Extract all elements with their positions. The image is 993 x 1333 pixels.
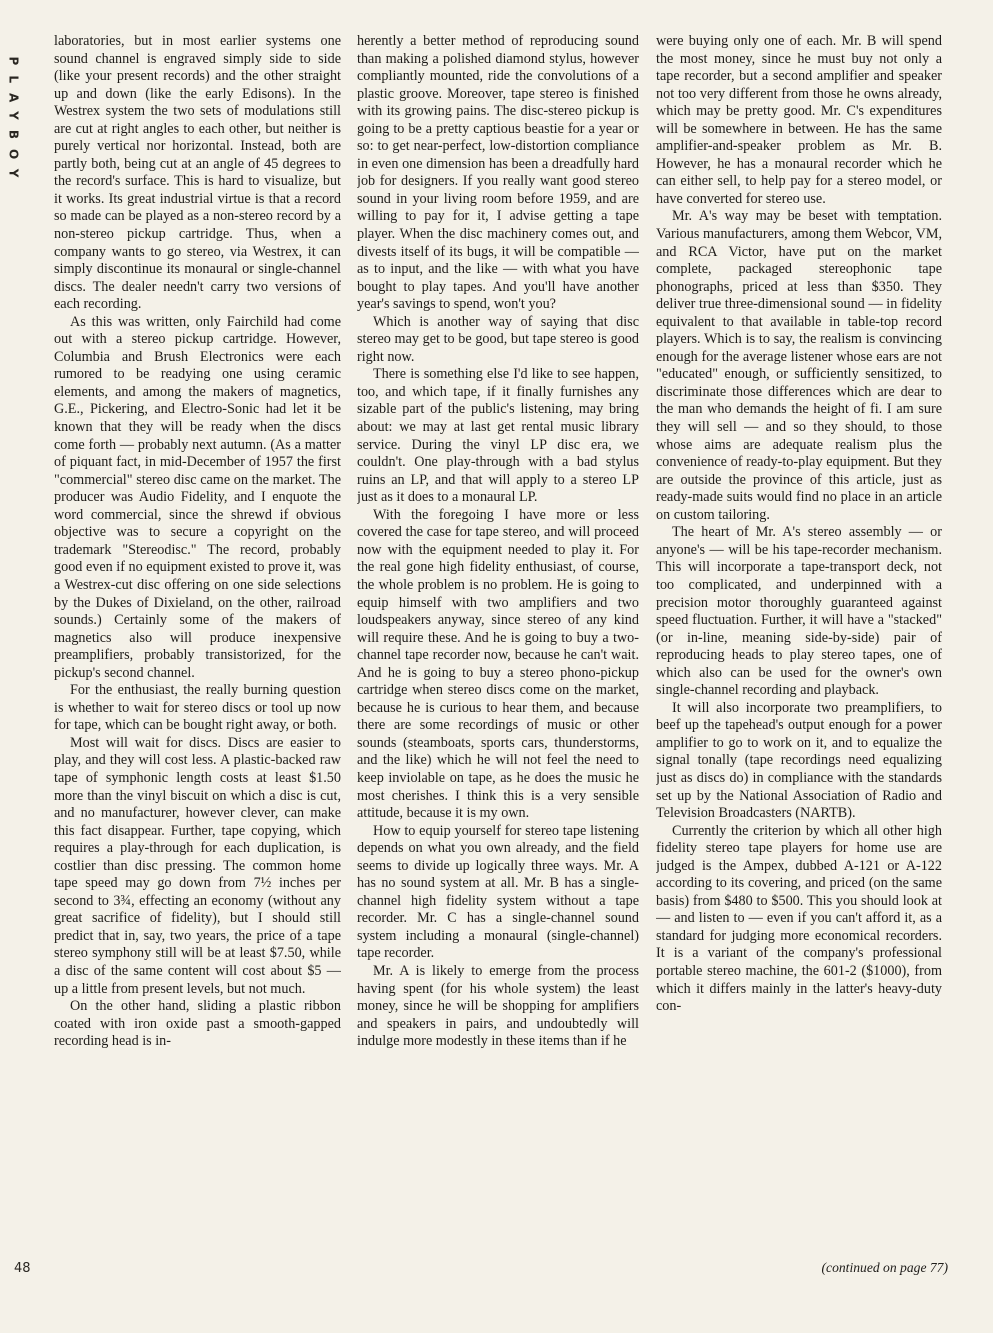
- paragraph: The heart of Mr. A's stereo assembly — or anyone's — will be his tape-recorder mechanism. This will incorporate a tape-transport deck, not too complicated, and underpinned with a precision motor thoroughly guaranteed against speed fluctuation. Further, it will have a "stacked" (or in-line, meaning side-by-side) pair of reproducing heads to play stereo tapes, one of which also can be used for the owner's own single-channel recording and playback.: [656, 524, 942, 699]
- paragraph: were buying only one of each. Mr. B will spend the most money, since he must buy not only a tape recorder, but a second amplifier and speaker not too very different from those he owns already, which may be pretty good. Mr. C's expenditures will be somewhere in between. He has the same amplifier-and-speaker problem as Mr. B. However, he has a monaural recorder which he can either sell, to help pay for a stereo model, or have converted for stereo use.: [656, 33, 942, 207]
- article-column-1: [54, 33, 341, 1288]
- paragraph: herently a better method of reproducing sound than making a polished diamond stylus, however compliantly mounted, ride the convolutions of a plastic groove. Moreover, tape stereo is finished with its growing pains. The disc-stereo pickup is going to be a pretty captious beastie for a year or so: to get near-perfect, low-distortion compliance in even one dimension has been a dreadfully hard job for designers. If you really want good stereo sound in your living room before 1959, and are willing to pay for it, I advise getting a tape player. When the disc machinery comes out, and divests itself of its bugs, it will be compatible — as to input, and the like — with what you have bought to play tapes. And you'll have another year's savings to spend, won't you?: [357, 33, 639, 313]
- paragraph: On the other hand, sliding a plastic ribbon coated with iron oxide past a smooth-gapped recording head is in-: [54, 998, 341, 1050]
- paragraph: For the enthusiast, the really burning question is whether to wait for stereo discs or tool up now for tape, which can be bought right away, or both.: [54, 682, 341, 734]
- article-column-3: [656, 33, 942, 1288]
- paragraph: Which is another way of saying that disc stereo may get to be good, but tape stereo is good right now.: [357, 313, 639, 365]
- paragraph: As this was written, only Fairchild had come out with a stereo pickup cartridge. However, Columbia and Brush Electronics were each rumored to be readying one using ceramic elements, and among the makers of magnetics, G.E., Pickering, and Electro-Sonic had let it be known that they will be ready when the discs come forth — probably next autumn. (As a matter of piquant fact, in mid-December of 1957 the first "commercial" stereo disc came on the market. The producer was Audio Fidelity, and I enquote the word commercial, since the shrewd if obvious objective was to secure a copyright on the trademark "Stereodisc." The record, probably good even if no equipment existed to prove it, was a Westrex-cut disc offering on one side selections by the Dukes of Dixieland, on the other, railroad sounds.) Certainly some of the makers of magnetics also will produce inexpensive preamplifiers, probably transistorized, for the pickup's second channel.: [54, 313, 341, 681]
- paragraph: laboratories, but in most earlier systems one sound channel is engraved simply side to side (like your present records) and the other straight up and down (like the early Edisons). In the Westrex system the two sets of modulations still are cut at right angles to each other, but neither is purely vertical nor horizontal. Instead, both are partly both, being cut at an angle of 45 degrees to the record's surface. This is hard to visualize, but it works. Its great industrial virtue is that a record so made can be played as a non-stereo record by a non-stereo pickup cartridge. Thus, when a company wants to go stereo, via Westrex, it can simply discontinue its monaural or single-channel discs. The dealer needn't carry two versions of each recording.: [54, 33, 341, 313]
- paragraph: How to equip yourself for stereo tape listening depends on what you own already, and the field seems to divide up logically three ways. Mr. A has no sound system at all. Mr. B has a single-channel high fidelity system without a tape recorder. Mr. C has a single-channel sound system including a monaural (single-channel) tape recorder.: [357, 822, 639, 962]
- paragraph: Most will wait for discs. Discs are easier to play, and they will cost less. A plastic-backed raw tape of symphonic length costs at least $1.50 more than the vinyl biscuit on which a disc is cut, and no manufacturer, however clever, can make this fact disappear. Further, tape copying, which requires a play-through for each duplication, is costlier than disc pressing. The common home tape speed may go down from 7½ inches per second to 3¾, effecting an economy (without any great sacrifice of fidelity), but I should still predict that in, say, two years, the price of a tape stereo symphony still will be at least $7.50, while a disc of the same content will cost about $5 — up a little from present levels, but not much.: [54, 734, 341, 997]
- page-number: 48: [14, 1261, 31, 1276]
- paragraph: It will also incorporate two preamplifiers, to beef up the tapehead's output enough for a power amplifier to go to work on it, and to equalize the signal tonally (tape recordings need equalizing just as discs do) in compliance with the standards set up by the National Association of Radio and Television Broadcasters (NARTB).: [656, 699, 942, 822]
- paragraph: There is something else I'd like to see happen, too, and which tape, if it finally furnishes any sizable part of the public's listening, may bring about: we may at last get rental music library service. During the vinyl LP disc era, we couldn't. One play-through with a bad stylus ruins an LP, and that will apply to a stereo LP just as it does to a monaural LP.: [357, 366, 639, 506]
- magazine-masthead: [2, 42, 24, 202]
- masthead-text: PLAYBOY: [6, 56, 21, 188]
- paragraph: Currently the criterion by which all other high fidelity stereo tape players for home use are judged is the Ampex, dubbed A-121 or A-122 according to its covering, and priced (on the same basis) from $480 to $500. This you should look at — and listen to — even if you can't afford it, as a standard for judging more economical recorders. It is a variant of the company's professional portable stereo machine, the 601-2 ($1000), from which it differs mainly in the latter's heavy-duty con-: [656, 822, 942, 1015]
- paragraph: Mr. A's way may be beset with temptation. Various manufacturers, among them Webcor, VM, and RCA Victor, have put on the market complete, packaged stereophonic tape phonographs, priced at less than $350. They deliver true three-dimensional sound — in fidelity equivalent to that available in table-top record players. Which is to say, the realism is convincing enough for the average listener whose ears are not "educated" enough, or sufficiently sensitized, to discriminate those differences which are dear to the man who demands the height of fi. I am sure they will sell — and so they should, to those whose aims are adequate realism plus the convenience of ready-to-play equipment. But they are outside the province of this article, just as ready-made suits would find no place in an article on custom tailoring.: [656, 208, 942, 523]
- paragraph: Mr. A is likely to emerge from the process having spent (for his whole system) the least money, since he will be shopping for amplifiers and speakers in pairs, and undoubtedly will indulge more modestly in these items than if he: [357, 962, 639, 1050]
- paragraph: With the foregoing I have more or less covered the case for tape stereo, and will proceed now with the equipment needed to play it. For the real gone high fidelity enthusiast, of course, the whole problem is no problem. He is going to equip himself with two amplifiers and two loudspeakers anyway, since stereo of any kind will require these. And he is going to buy a two-channel tape recorder now, because he can't wait. And he is going to buy a stereo phono-pickup cartridge when stereo discs come on the market, because he is curious to hear them, and because there are some recordings of music or other sounds (steamboats, sports cars, thunderstorms, and the like) which he will not feel the need to keep inviolable on tape, as he does the music he most cherishes. I think this is a very sensible attitude, because it is my own.: [357, 506, 639, 822]
- continued-note: (continued on page 77): [821, 1260, 948, 1275]
- article-column-2: [357, 33, 639, 1288]
